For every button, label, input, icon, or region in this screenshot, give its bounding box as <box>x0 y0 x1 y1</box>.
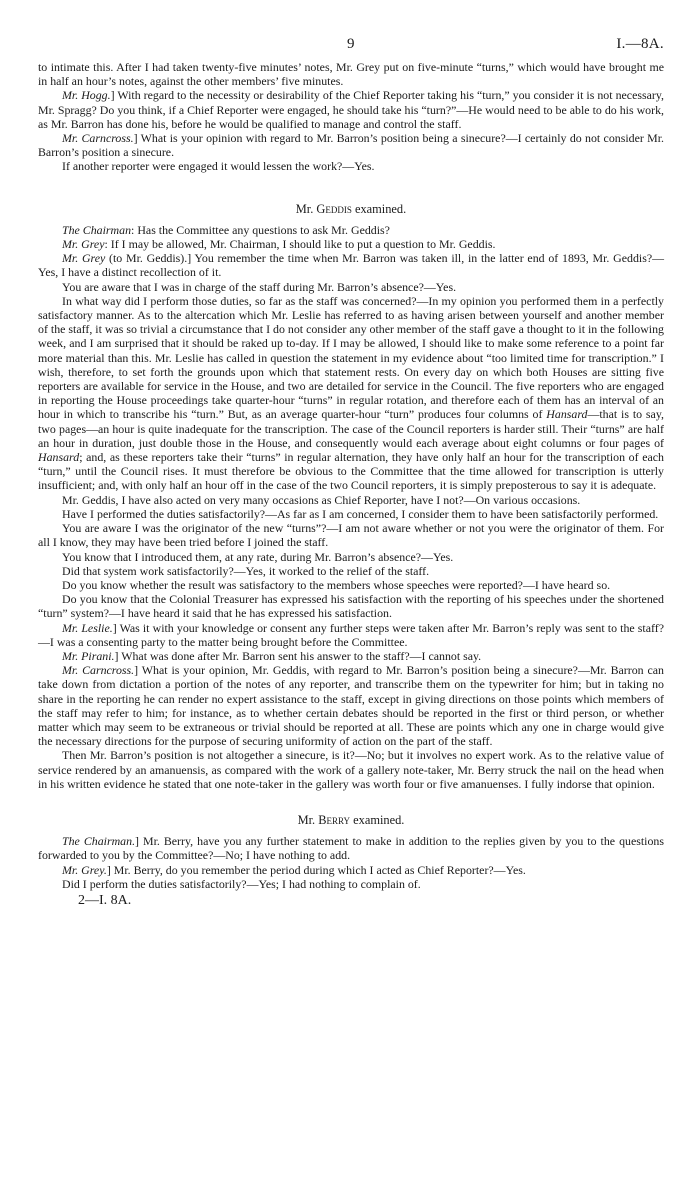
paragraph-text: : If I may be allowed, Mr. Chairman, I should like to put a question to Mr. Geddis. <box>104 237 496 252</box>
witness-heading <box>38 202 664 216</box>
speaker-name: Hansard <box>38 450 80 465</box>
paragraph-text: ] What is your opinion with regard to Mr. Barron’s position being a sinecure?—I certainly do not consider Mr. Barron’s position a sinecure. <box>38 131 664 160</box>
paragraph-text: You know that I introduced them, at any rate, during Mr. Barron’s absence?—Yes. <box>62 549 454 564</box>
speaker-name: Mr. Grey. <box>62 862 107 877</box>
paragraph-text: Mr. <box>295 201 317 216</box>
speaker-name: Mr. Carncross. <box>62 131 134 146</box>
paragraph-text: examined. <box>350 812 405 827</box>
paragraph-text: You are aware that I was in charge of the staff during Mr. Barron’s absence?—Yes. <box>62 279 457 294</box>
paragraph <box>38 621 664 649</box>
paragraph <box>38 834 664 862</box>
speaker-name: Mr. Hogg. <box>62 88 111 103</box>
paragraph <box>38 663 664 748</box>
speaker-name: Mr. Pirani. <box>62 648 115 663</box>
paragraph-text: ] What is your opinion, Mr. Geddis, with regard to Mr. Barron’s position being a sinecure?—Mr. Barron can take down from dictation a portion of the notes of any reporter, and transcribe them on the typewriter for him; but in taking no share in the reporting he can render no expert assistance to the staff, except in giving directions on those points which members of the staff may refer to him; for instance, as to whether certain debates should be reported in the first or third person, or whether matter which may seem to be extraneous or trivial should be reported at all. These are points which any one in charge would give the necessary directions for the purpose of securing uniformity of action on the part of the staff. <box>38 663 664 749</box>
paragraph <box>38 159 664 173</box>
paragraph <box>38 550 664 564</box>
speaker-name: Mr. Grey <box>62 251 106 266</box>
paragraph-text: You are aware I was the originator of the new “turns”?—I am not aware whether or not you were the originator of them. For all I know, they may have been tried before I joined the staff. <box>38 521 664 550</box>
paragraph <box>38 251 664 279</box>
section-spacer <box>38 827 664 834</box>
paragraph <box>38 564 664 578</box>
speaker-name: The Chairman <box>62 222 132 237</box>
paragraph-text: ] With regard to the necessity or desirability of the Chief Reporter taking his “turn,” you consider it is not necessary, Mr. Spragg? Do you think, if a Chief Reporter were engaged, he should take his “turn?”—He would need to be able to do his work, as Mr. Barron has done his, before he would be qualified to manage and control the staff. <box>38 88 664 131</box>
document-reference: I.—8A. <box>616 36 664 52</box>
paragraph <box>38 748 664 791</box>
paragraph-text: ] Mr. Berry, have you any further statement to make in addition to the replies given by you to the questions forwarded to you by the Committee?—No; I have nothing to add. <box>38 834 664 863</box>
paragraph <box>38 131 664 159</box>
paragraph <box>38 237 664 251</box>
paragraph-text: ] Was it with your knowledge or consent any further steps were taken after Mr. Barron’s reply was sent to the staff?—I was a consenting party to the matter being brought before the Committee. <box>38 620 664 649</box>
speaker-name: Hansard <box>546 407 588 422</box>
paragraph <box>38 493 664 507</box>
printer-signature: 2—I. 8A. <box>78 892 132 908</box>
paragraph-text: ; and, as these reporters take their “turns” in regular alternation, they have only half an hour for the transcription of each “turn,” until the Council rises. It must therefore be obvious to the Committee that the time allowed for transcription is utterly insufficient; and, with only half an hour off in the case of the two Council reporters, it is simply preposterous to say it is adequate. <box>38 450 664 493</box>
paragraph <box>38 578 664 592</box>
paragraph-text: Have I performed the duties satisfactorily?—As far as I am concerned, I consider them to have been satisfactorily performed. <box>62 506 659 521</box>
paragraph <box>38 60 664 88</box>
paragraph-text: —that is to say, two pages—an hour is quite inadequate for the transcription. The case of the Council reporters is harder still. Their “turns” are half an hour in duration, just double those in the House, and consequently would each average about eight columns or four pages of <box>38 407 664 450</box>
paragraph <box>38 507 664 521</box>
section-spacer <box>38 791 664 813</box>
paragraph <box>38 877 664 891</box>
paragraph <box>38 88 664 131</box>
paragraph-text: Then Mr. Barron’s position is not altogether a sinecure, is it?—No; but it involves no expert work. As to the relative value of service rendered by an amanuensis, as compared with the work of a gallery note-taker, Mr. Berry struck the nail on the head when in his written evidence he stated that one note-taker in the gallery was worth four or five amanuenses. I fully indorse that opinion. <box>38 748 664 791</box>
paragraph <box>38 649 664 663</box>
page-number: 9 <box>347 36 355 52</box>
section-spacer <box>38 216 664 223</box>
paragraph-text: to intimate this. After I had taken twenty-five minutes’ notes, Mr. Grey put on five-minute “turns,” which would have brought me in half an hour’s notes, against the other members’ five minutes. <box>38 60 664 89</box>
speaker-name: The Chairman. <box>62 834 136 849</box>
document-page <box>38 36 664 909</box>
paragraph-text: ] What was done after Mr. Barron sent his answer to the staff?—I cannot say. <box>114 648 482 663</box>
paragraph-text: Did that system work satisfactorily?—Yes, it worked to the relief of the staff. <box>62 563 430 578</box>
speaker-name: Mr. Carncross. <box>62 663 135 678</box>
paragraph-text: Did I perform the duties satisfactorily?—Yes; I had nothing to complain of. <box>62 876 421 891</box>
witness-name: Berry <box>318 812 351 827</box>
witness-heading <box>38 813 664 827</box>
document-body <box>38 60 664 891</box>
speaker-name: Mr. Grey <box>62 237 105 252</box>
page-header <box>38 36 664 60</box>
paragraph-text: If another reporter were engaged it would lessen the work?—Yes. <box>62 159 375 174</box>
paragraph-text: Mr. <box>297 812 319 827</box>
paragraph-text: (to Mr. Geddis).] You remember the time when Mr. Barron was taken ill, in the latter end of 1893, Mr. Geddis?—Yes, I have a distinct recollection of it. <box>38 251 664 280</box>
paragraph <box>38 521 664 549</box>
paragraph-text: ] Mr. Berry, do you remember the period during which I acted as Chief Reporter?—Yes. <box>106 862 526 877</box>
paragraph <box>38 223 664 237</box>
paragraph <box>38 294 664 493</box>
paragraph <box>38 592 664 620</box>
witness-name: Geddis <box>316 201 352 216</box>
speaker-name: Mr. Leslie. <box>62 620 113 635</box>
paragraph-text: : Has the Committee any questions to ask Mr. Geddis? <box>131 222 390 237</box>
paragraph-text: Do you know that the Colonial Treasurer has expressed his satisfaction with the reporting of his speeches under the shortened “turn” system?—I have heard it said that he has expressed his satisfaction. <box>38 592 664 621</box>
paragraph-text: In what way did I perform those duties, so far as the staff was concerned?—In my opinion you performed them in a perfectly satisfactory manner. As to the altercation which Mr. Leslie has referred to as having arisen between yourself and another member of the staff, it was so trivial a circumstance that I do not consider any other member of the staff gave a thought to it in the following week, and I am surprised that it should be raked up to-day. If I may be allowed, I should like to make some reference to a point far more material than this. Mr. Leslie has called in question the statement in my evidence about “too limited time for transcription.” I wish, therefore, to set forth the grounds upon which that statement rests. On every day on which both Houses are sitting five reporters are available for service in the House, and two are detailed for service in the Council. The five reporters who are engaged in reporting the House proceedings take quarter-hour “turns” in regular rotation, and therefore each of them has an interval of an hour in which to transcribe his “turn.” But, as an average quarter-hour “turn” produces four columns of <box>38 293 664 422</box>
paragraph-text: Mr. Geddis, I have also acted on very many occasions as Chief Reporter, have I not?—On various occasions. <box>62 492 581 507</box>
paragraph-text: examined. <box>351 201 407 216</box>
section-spacer <box>38 174 664 202</box>
paragraph <box>38 863 664 877</box>
paragraph <box>38 280 664 294</box>
paragraph-text: Do you know whether the result was satisfactory to the members whose speeches were reported?—I have heard so. <box>62 577 611 592</box>
